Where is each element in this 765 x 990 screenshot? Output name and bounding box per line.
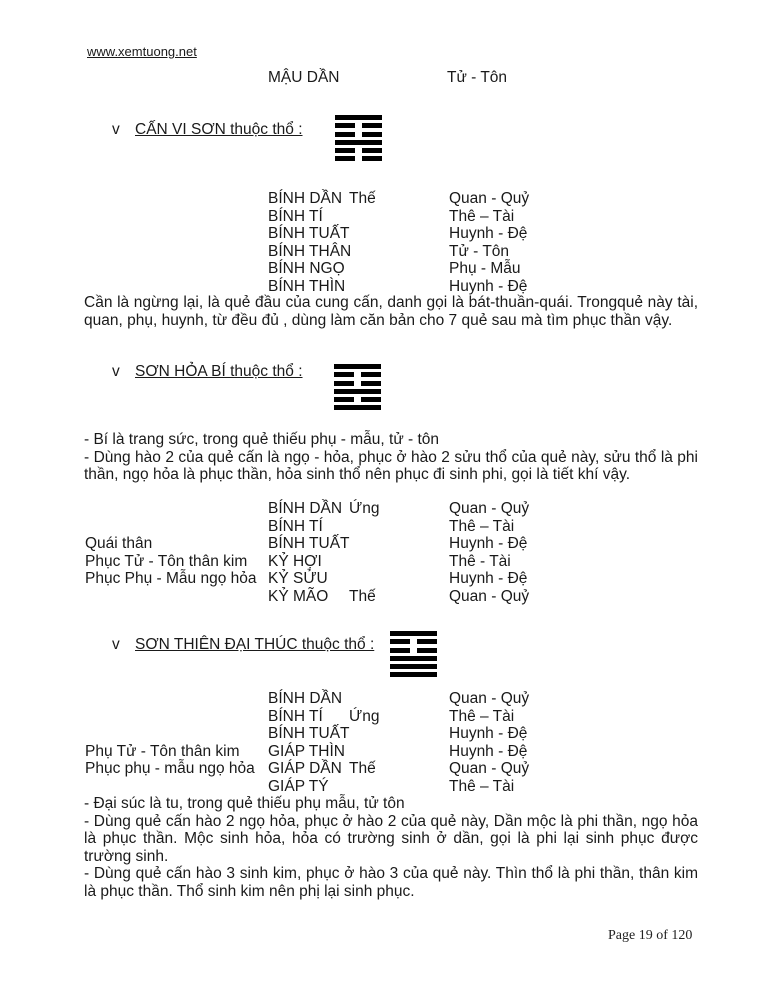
- line-relation: Thê - Tài: [449, 552, 511, 570]
- line-stem-branch: KỶ HỢI: [268, 552, 322, 570]
- line-stem-branch: BÍNH THÂN: [268, 242, 352, 260]
- line-relation: Thê – Tài: [449, 777, 515, 795]
- hexagram-can-vi-son: [335, 115, 382, 165]
- page-number: Page 19 of 120: [608, 928, 693, 943]
- paragraph: - Dùng quẻ cấn hào 2 ngọ hỏa, phục ở hào 2 của quẻ này, Dần mộc là phi thần, ngọ hỏa là phục thần. Mộc sinh hỏa, hỏa có trường sinh ở dần, gọi là phi lại sinh phục được trường sinh.: [84, 812, 698, 865]
- line-relation: Thê – Tài: [449, 517, 515, 535]
- hexagram-lines-table-1: [85, 190, 700, 295]
- line-marker: Thế: [349, 760, 376, 777]
- line-relation: Quan - Quỷ: [449, 760, 530, 777]
- table-row: [85, 260, 700, 278]
- list-bullet: v: [112, 121, 120, 138]
- table-row: [85, 778, 700, 796]
- list-bullet: v: [112, 636, 120, 653]
- line-stem-branch: GIÁP DẦN: [268, 760, 342, 777]
- paragraph: - Dùng quẻ cấn hào 3 sinh kim, phục ở hào 3 của quẻ này. Thìn thổ là phi thần, thân kim là phục thần. Thổ sinh kim nên phị lại sinh phục.: [84, 865, 698, 900]
- line-marker: Ứng: [349, 707, 380, 725]
- table-row: [85, 553, 700, 571]
- line-relation: Thê – Tài: [449, 207, 515, 225]
- line-stem-branch: BÍNH DẦN: [268, 190, 343, 207]
- line-stem-branch: BÍNH TUẤT: [268, 225, 350, 242]
- line-relation: Quan - Quỷ: [449, 690, 530, 707]
- line-relation: Quan - Quỷ: [449, 500, 530, 517]
- line-relation: Quan - Quỷ: [449, 587, 530, 605]
- line-stem-branch: GIÁP TÝ: [268, 777, 329, 795]
- line-relation: Huynh - Đệ: [449, 570, 528, 587]
- table-row: [85, 588, 700, 606]
- table-row: [85, 500, 700, 518]
- hexagram-lines-table-3: [85, 690, 700, 795]
- line-relation: Huynh - Đệ: [449, 225, 528, 242]
- table-row: [85, 708, 700, 726]
- line-stem-branch: BÍNH TUẤT: [268, 725, 350, 742]
- line-relation: Tử - Tôn: [449, 242, 510, 260]
- table-row: [85, 743, 700, 761]
- section-title: SƠN HỎA BÍ thuộc thổ :: [135, 363, 303, 380]
- section-1-commentary: [84, 294, 698, 329]
- line-relation: Phụ - Mẫu: [449, 260, 521, 277]
- hexagram-son-hoa-bi: [334, 364, 381, 414]
- line-relation: Huynh - Đệ: [449, 725, 528, 742]
- table-row: [85, 570, 700, 588]
- line-relation: Huynh - Đệ: [449, 742, 528, 760]
- line-stem-branch: BÍNH TUẤT: [268, 535, 350, 552]
- line-stem-branch: GIÁP THÌN: [268, 742, 345, 760]
- line-stem-branch: BÍNH TÍ: [268, 707, 323, 725]
- paragraph: - Dùng hào 2 của quẻ cấn là ngọ - hỏa, phục ở hào 2 sửu thổ của quẻ này, sửu thổ là phi thần, ngọ hỏa là phục thần, hỏa sinh thổ nên phục đi sinh phi, gọi là tiết khí vậy.: [84, 448, 698, 483]
- table-row: [85, 760, 700, 778]
- table-row: [85, 518, 700, 536]
- line-relation: Huynh - Đệ: [449, 277, 528, 295]
- line-stem-branch: KỶ SỬU: [268, 570, 328, 587]
- paragraph: - Đại súc là tu, trong quẻ thiếu phụ mẫu, tử tôn: [84, 795, 405, 812]
- table-row: [85, 725, 700, 743]
- hidden-spirit-label: Phụ Tử - Tôn thân kim: [85, 742, 240, 760]
- table-row: [85, 208, 700, 226]
- table-row: [85, 690, 700, 708]
- paragraph: - Bí là trang sức, trong quẻ thiếu phụ - mẫu, tử - tôn: [84, 431, 440, 448]
- table-row: [85, 190, 700, 208]
- table-row: [85, 535, 700, 553]
- hexagram-lines-table-2: [85, 500, 700, 605]
- section-title: CẤN VI SƠN thuộc thổ :: [135, 121, 303, 138]
- section-title: SƠN THIÊN ĐẠI THÚC thuộc thổ :: [135, 636, 375, 653]
- line-relation: Thê – Tài: [449, 707, 515, 725]
- line-stem-branch: BÍNH DẦN: [268, 690, 343, 707]
- hidden-spirit-label: Phục Tử - Tôn thân kim: [85, 552, 248, 570]
- line-marker: Ứng: [349, 500, 380, 517]
- table-row: [85, 243, 700, 261]
- table-row: [85, 225, 700, 243]
- line-marker: Thế: [349, 587, 376, 605]
- site-url-link[interactable]: www.xemtuong.net: [87, 44, 197, 59]
- table-row: [85, 278, 700, 296]
- line-relation: Huynh - Đệ: [449, 535, 528, 552]
- line-stem-branch: BÍNH TÍ: [268, 207, 323, 225]
- hidden-spirit-label: Quái thân: [85, 535, 153, 552]
- list-bullet: v: [112, 363, 120, 380]
- line-relation: Quan - Quỷ: [449, 190, 530, 207]
- hidden-spirit-label: Phục Phụ - Mẫu ngọ hỏa: [85, 570, 257, 587]
- header-relation: Tử - Tôn: [447, 69, 508, 86]
- line-marker: Thế: [349, 190, 376, 207]
- line-stem-branch: BÍNH NGỌ: [268, 260, 345, 277]
- line-stem-branch: BÍNH THÌN: [268, 277, 346, 295]
- hidden-spirit-label: Phục phụ - mẫu ngọ hỏa: [85, 760, 255, 777]
- header-stem: MẬU DẦN: [268, 69, 340, 86]
- hexagram-son-thien-dai-thuc: [390, 631, 437, 681]
- line-stem-branch: BÍNH DẦN: [268, 500, 343, 517]
- line-stem-branch: BÍNH TÍ: [268, 517, 323, 535]
- section-2-commentary: [84, 431, 698, 484]
- section-3-commentary: [84, 795, 698, 900]
- line-stem-branch: KỶ MÃO: [268, 587, 329, 605]
- paragraph: Cần là ngừng lại, là quẻ đầu của cung cấn, danh gọi là bát-thuần-quái. Trongquẻ này tài, quan, phụ, huynh, từ đều đủ , dùng làm căn bản cho 7 quẻ sau mà tìm phục thần vậy.: [84, 294, 698, 329]
